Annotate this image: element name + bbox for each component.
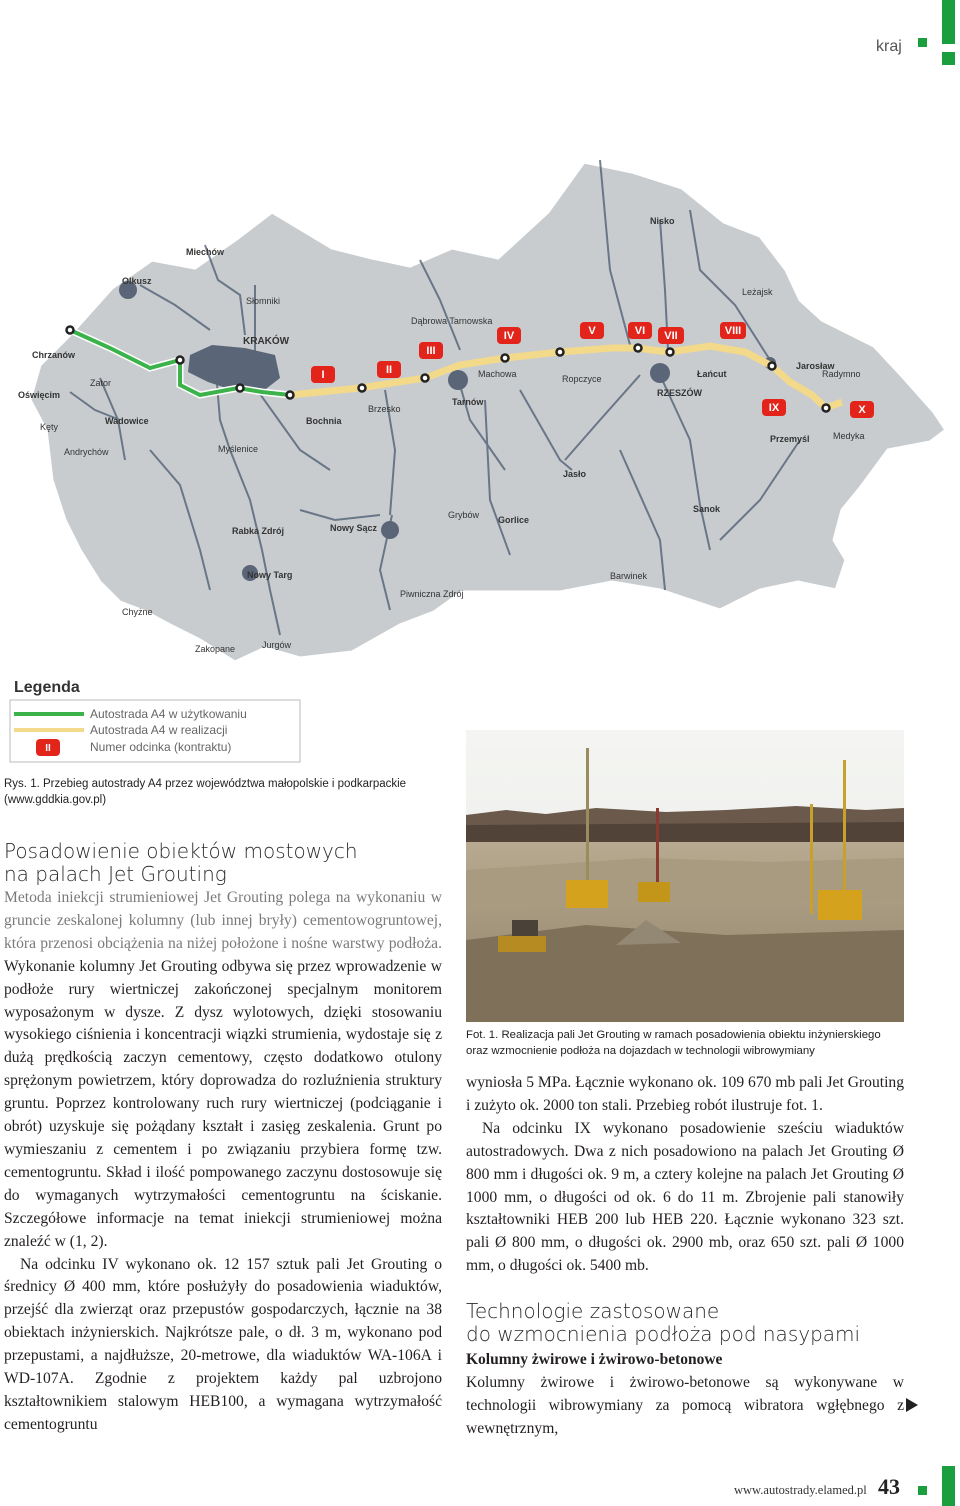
city-label: Gorlice — [498, 515, 530, 525]
city-label: Ropczyce — [562, 374, 602, 384]
city-label: Słomniki — [246, 296, 281, 306]
paragraph: Na odcinku IX wykonano posadowienie sześciu wiaduktów autostradowych. Dwa z nich posadowiono na palach Jet Grouting Ø 800 mm i długości ok. 9 m, a cztery kolejne na palach Jet Grouting Ø 1000 mm, o długości od ok. 6 do 11 m. Zbrojenie pali stanowiły kształtowniki HEB 200 lub HEB 220. Łącznie wykonano 323 szt. pali Ø 800 mm, o długości ok. 2900 mb, oraz 650 szt. pali Ø 1000 mm, o długości ok. 5400 mb. — [466, 1119, 904, 1275]
city-label: Tarnów — [452, 397, 484, 407]
city-label: Zakopane — [195, 644, 236, 654]
left-column — [4, 887, 442, 1437]
section-label: IV — [503, 330, 515, 342]
city-label: Nowy Sącz — [330, 523, 378, 533]
city-label: Myślenice — [218, 444, 259, 454]
legend-item: Autostrada A4 w użytkowaniu — [90, 707, 247, 721]
city-label: Radymno — [822, 369, 861, 379]
page-number: 43 — [878, 1474, 900, 1499]
heading-line: Posadowienie obiektów mostowych — [4, 839, 358, 863]
continue-arrow-icon — [906, 1398, 918, 1412]
header-square-decoration — [918, 38, 927, 47]
section-label: VII — [664, 330, 678, 342]
header-bar-decoration — [942, 0, 955, 44]
paragraph-text: Wykonanie kolumny Jet Grouting odbywa się przez wprowadzenie w podłoże rury wiertniczej zakończonej specjalnym monitorem wyposażonym w dysze. Z dysz wylotowych, dzięki stosowaniu wysokiego ciśnienia i koncentracji wiązki strumienia, wydostaje się z dużą prędkością zaczyn cementowy, często dodatkowo otulony sprężonym powietrzem, który doprowadza do rozluźnienia struktury gruntu. Poprzez kontrolowany ruch rury wiertniczej (podciąganie i obrót) uzyskuje się pożądany kształt i zasięg zeskalenia. Grunt po wymieszaniu z cementem i po związaniu przybiera formę tzw. cementogruntu. Skład i ilość pompowanego zaczynu dostosowuje się do wymaganych wytrzymałości cementogruntu na ściskanie. Szczegółowe informacje na temat iniekcji strumieniowej można znaleźć w (1, 2). — [4, 957, 442, 1250]
city-label: Nisko — [650, 216, 675, 226]
city-label: Kęty — [40, 422, 59, 432]
city-label: Miechów — [186, 247, 225, 257]
right-column — [466, 1072, 904, 1278]
city-label: Bochnia — [306, 416, 342, 426]
city-label: Wadowice — [105, 416, 149, 426]
city-label: Andrychów — [64, 447, 109, 457]
photo-caption: Fot. 1. Realizacja pali Jet Grouting w ramach posadowienia obiektu inżynierskiego oraz wzmocnienie podłoża na dojazdach w technologii wibrowymiany — [466, 1029, 881, 1057]
subheading: Kolumny żwirowe i żwirowo-betonowe — [466, 1351, 723, 1368]
footer-bar-decoration — [942, 1466, 955, 1506]
construction-photo — [466, 730, 904, 1022]
city-label: Jurgów — [262, 640, 292, 650]
section-label: II — [385, 364, 393, 376]
footer-square-decoration — [918, 1486, 927, 1495]
section-heading — [466, 1300, 916, 1346]
city-label: Medyka — [833, 431, 865, 441]
city-label: Oświęcim — [18, 390, 61, 400]
section-label: I — [321, 369, 325, 381]
heading-line: Technologie zastosowane — [466, 1299, 720, 1323]
paragraph: wyniosła 5 MPa. Łącznie wykonano ok. 109 670 mb pali Jet Grouting i zużyto ok. 2000 ton stali. Przebieg robót ilustruje fot. 1. — [466, 1074, 904, 1114]
city-label: Rabka Zdrój — [232, 526, 285, 536]
city-label: Łańcut — [697, 369, 727, 379]
paragraph: Na odcinku IV wykonano ok. 12 157 sztuk pali Jet Grouting o średnicy Ø 400 mm, które posłużyły do posadowienia wiaduktów, przejść dla zwierząt oraz przepustów gospodarczych, łącznie na 38 obiektach inżynierskich. Najkrótsze pale, o dł. 3 m, wykonano pod przepustami, a najdłuższe, 20-metrowe, dla wiaduktów WA-106A i WD-107A. Zgodnie z projektem każdy pal uzbrojono kształtownikiem stalowym HEB100, a wymagana wytrzymałość cementogruntu — [4, 1255, 442, 1433]
city-label: Sanok — [693, 504, 721, 514]
section-label: VIII — [724, 325, 742, 337]
city-label: Jarosław — [796, 361, 835, 371]
legend-title: Legenda — [14, 679, 80, 696]
city-label: Nowy Targ — [247, 570, 293, 580]
city-label: Dąbrowa Tarnowska — [411, 316, 493, 326]
section-label: X — [858, 404, 866, 416]
section-label: VI — [634, 325, 646, 337]
section-label: III — [426, 345, 436, 357]
legend-item: Numer odcinka (kontraktu) — [90, 740, 232, 754]
legend-badge-label: II — [45, 743, 51, 754]
city-label: Leżajsk — [742, 287, 773, 297]
city-label: Chrzanów — [32, 350, 76, 360]
heading-line: do wzmocnienia podłoża pod nasypami — [466, 1322, 861, 1346]
paragraph: Kolumny żwirowe i żwirowo-betonowe są wykonywane w technologii wibrowymiany za pomocą wibratora wgłębnego z wewnętrznym, — [466, 1374, 904, 1437]
header-square-decoration — [942, 52, 955, 65]
city-label: RZESZÓW — [657, 388, 702, 398]
city-label: Brzesko — [368, 404, 401, 414]
heading-line: na palach Jet Grouting — [4, 862, 227, 886]
section-label: kraj — [876, 38, 902, 55]
city-label: Machowa — [478, 369, 517, 379]
legend-item: Autostrada A4 w realizacji — [90, 723, 228, 737]
map-caption: Rys. 1. Przebieg autostrady A4 przez województwa małopolskie i podkarpackie (www.gddkia.gov.pl) — [4, 778, 407, 806]
city-label: Piwniczna Zdrój — [400, 589, 464, 599]
section-label: V — [588, 325, 596, 337]
city-label: Jasło — [563, 469, 587, 479]
city-label: Olkusz — [122, 276, 152, 286]
city-label: Przemyśl — [770, 434, 810, 444]
region-land — [30, 162, 946, 662]
city-label: Barwinek — [610, 571, 648, 581]
city-label: Chyżne — [122, 607, 153, 617]
city-label: KRAKÓW — [243, 336, 290, 347]
footer-url: www.autostrady.elamed.pl — [734, 1483, 867, 1497]
paragraph-lead: Metoda iniekcji strumieniowej Jet Grouting polega na wykonaniu w gruncie zeskalonej kolumny (lub innej bryły) cementowogruntowej, która przenosi obciążenia na niżej położone i nośne warstwy podłoża. — [4, 889, 442, 952]
section-heading — [4, 840, 454, 886]
city-label: Zator — [90, 378, 112, 388]
right-column-continued — [466, 1372, 904, 1441]
map-figure — [0, 120, 960, 770]
city-label: Grybów — [448, 510, 480, 520]
section-label: IX — [768, 402, 780, 414]
